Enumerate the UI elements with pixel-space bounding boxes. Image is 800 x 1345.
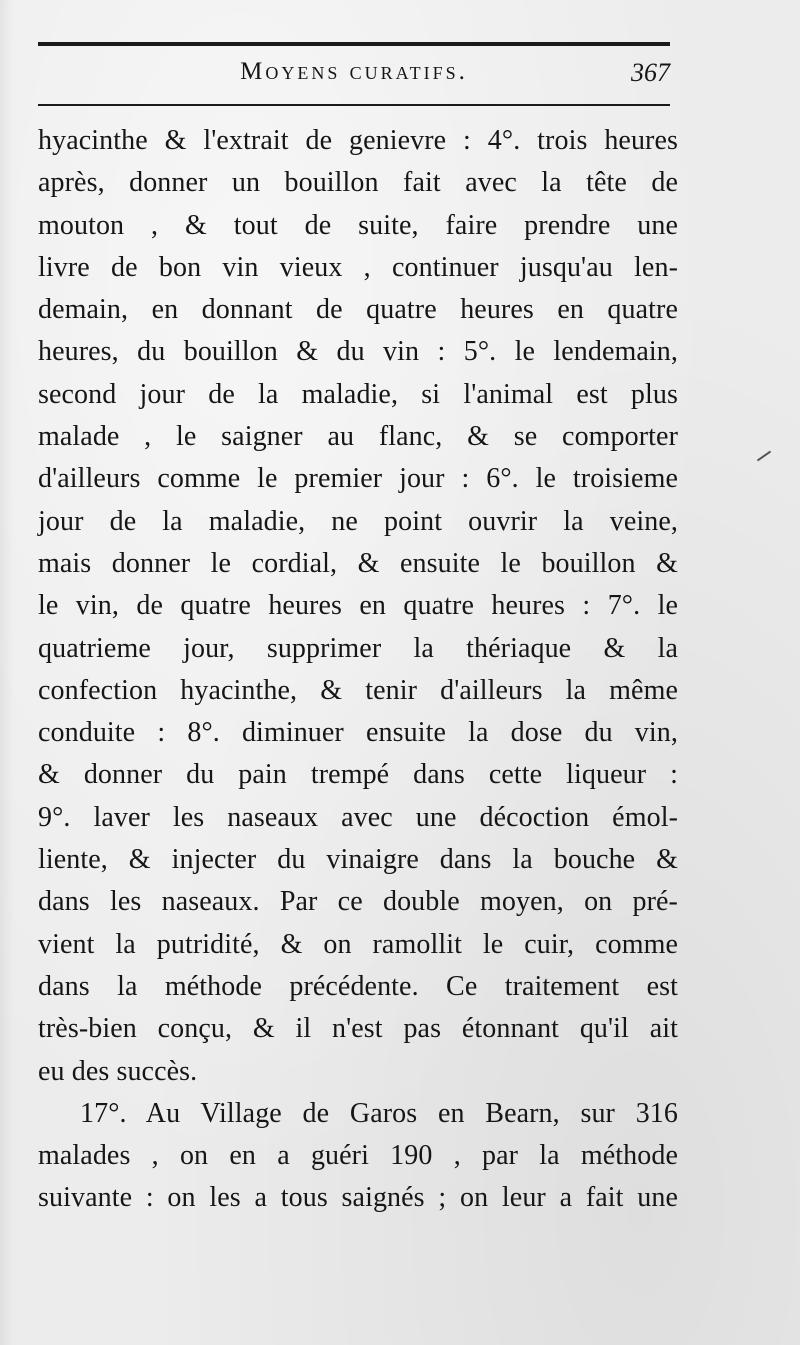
page-edge-shadow: [0, 0, 14, 1345]
text-line: dans les naseaux. Par ce double moyen, on pré-: [38, 886, 678, 918]
text-line: eu des succès.: [38, 1055, 198, 1087]
header-rule-bottom: [38, 104, 670, 106]
text-line: suivante : on les a tous saignés ; on leur a fait une: [38, 1182, 678, 1214]
text-line: jour de la maladie, ne point ouvrir la veine,: [38, 505, 678, 537]
text-line: conduite : 8°. diminuer ensuite la dose du vin,: [38, 717, 678, 749]
text-line: malades , on en a guéri 190 , par la méthode: [38, 1140, 678, 1172]
text-line: le vin, de quatre heures en quatre heures : 7°. le: [38, 590, 678, 622]
text-line: malade , le saigner au flanc, & se comporter: [38, 421, 678, 453]
text-line: demain, en donnant de quatre heures en quatre: [38, 294, 678, 326]
text-line: & donner du pain trempé dans cette liqueur :: [38, 759, 678, 791]
text-line: d'ailleurs comme le premier jour : 6°. le troisieme: [38, 463, 678, 495]
margin-mark: [757, 451, 771, 462]
page-number: 367: [631, 58, 670, 87]
running-head: [38, 52, 670, 98]
text-line: vient la putridité, & on ramollit le cuir, comme: [38, 928, 678, 960]
text-line: liente, & injecter du vinaigre dans la bouche &: [38, 844, 678, 876]
text-line: très-bien conçu, & il n'est pas étonnant qu'il ait: [38, 1013, 678, 1045]
text-line: après, donner un bouillon fait avec la tête de: [38, 167, 678, 199]
text-line: quatrieme jour, supprimer la thériaque & la: [38, 632, 678, 664]
text-line: confection hyacinthe, & tenir d'ailleurs la même: [38, 674, 678, 706]
body-text: [38, 120, 678, 1220]
text-line: dans la méthode précédente. Ce traitement est: [38, 970, 678, 1002]
text-line: second jour de la maladie, si l'animal est plus: [38, 378, 678, 410]
text-line: heures, du bouillon & du vin : 5°. le lendemain,: [38, 336, 678, 368]
running-title: Moyens curatifs.: [240, 58, 468, 85]
text-line: livre de bon vin vieux , continuer jusqu'au len-: [38, 251, 678, 283]
header-rule-top: [38, 42, 670, 46]
text-line: 9°. laver les naseaux avec une décoction émol-: [38, 801, 678, 833]
text-line: 17°. Au Village de Garos en Bearn, sur 316: [80, 1097, 678, 1129]
text-line: mais donner le cordial, & ensuite le bouillon &: [38, 547, 678, 579]
text-line: hyacinthe & l'extrait de genievre : 4°. trois heures: [38, 125, 678, 156]
text-line: mouton , & tout de suite, faire prendre une: [38, 209, 678, 241]
